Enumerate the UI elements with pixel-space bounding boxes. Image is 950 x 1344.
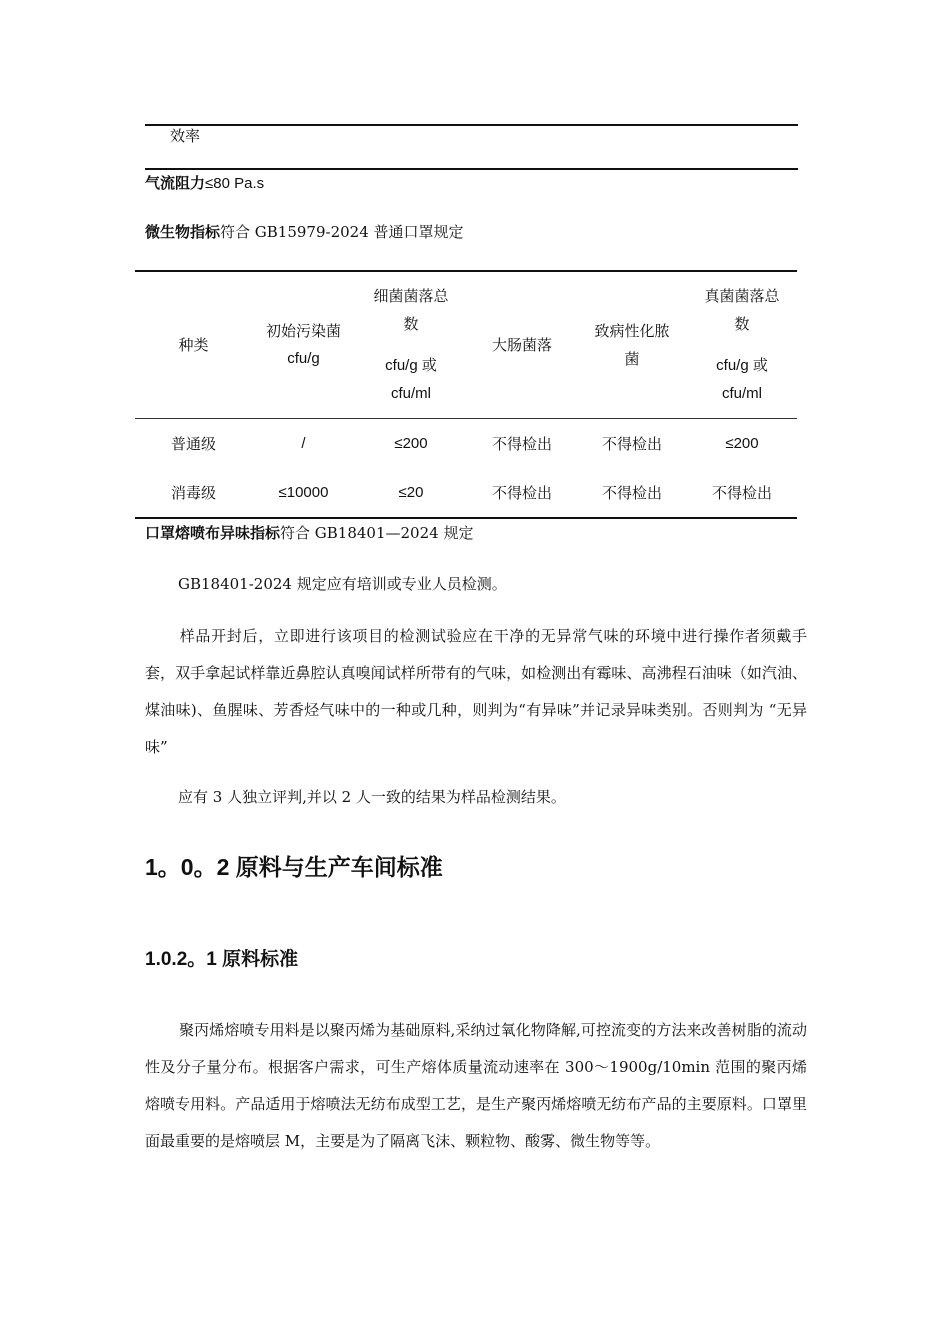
table-cell: 不得检出	[491, 434, 552, 453]
airflow-line	[145, 173, 798, 194]
odor-line	[145, 523, 798, 543]
odor-text: 符合 GB18401—2024 规定	[280, 524, 474, 542]
header-initial-contamination: 初始污染菌 cfu/g	[265, 321, 341, 367]
header-coliform: 大肠菌落	[491, 336, 552, 355]
microbe-label: 微生物指标	[145, 223, 221, 241]
table-cell: 消毒级	[170, 484, 216, 502]
top-fragment-bottom-rule	[145, 168, 798, 170]
table-cell: ≤200	[725, 434, 759, 452]
table-row	[135, 418, 797, 468]
microbe-text: 符合 GB15979-2024 普通口罩规定	[220, 223, 464, 241]
table-cell: ≤20	[398, 484, 424, 501]
table-header-row	[135, 271, 797, 418]
airflow-value: ≤80 Pa.s	[205, 175, 265, 192]
table-cell: ≤200	[394, 434, 428, 452]
odor-label: 口罩熔喷布异味指标	[145, 524, 281, 542]
microbe-line	[145, 222, 798, 242]
airflow-label: 气流阻力	[145, 174, 206, 192]
header-pathogenic: 致病性化脓 菌	[594, 321, 670, 368]
paragraph-procedure: 样品开封后，立即进行该项目的检测试验应在干净的无异常气味的环境中进行操作者须戴手套，双手拿起试样靠近鼻腔认真嗅闻试样所带有的气味，如检测出有霉味、高沸程石油味（如汽油、煤油味)、鱼腥味、芳香烃气味中的一种或几种，则判为“有异味”并记录异味类别。否则判为 “无异味”	[145, 627, 807, 756]
table-cell: 不得检出	[601, 484, 662, 502]
header-fungi-count: 真菌菌落总 数 cfu/g 或 cfu/ml	[704, 286, 780, 402]
subsection-heading: 1.0.2。1 原料标准	[145, 949, 299, 970]
microbe-table	[135, 270, 797, 519]
section-heading: 1。0。2 原料与生产车间标准	[145, 854, 443, 880]
table-cell: 不得检出	[711, 484, 772, 502]
table-cell: 不得检出	[491, 484, 552, 502]
table-cell: ≤10000	[278, 484, 329, 501]
table-cell: 普通级	[170, 434, 216, 453]
header-type: 种类	[178, 336, 209, 355]
table-cell: 不得检出	[601, 434, 662, 453]
table-row	[135, 468, 797, 518]
paragraph-material: 聚丙烯熔喷专用料是以聚丙烯为基础原料,采纳过氧化物降解,可控流变的方法来改善树脂的流动性及分子量分布。根据客户需求，可生产熔体质量流动速率在 300～1900g/10min 范围的聚丙烯熔喷专用料。产品适用于熔喷法无纺布成型工艺，是生产聚丙烯熔喷无纺布产品的主要原料。口罩里面最重要的是熔喷层 M，主要是为了隔离飞沫、颗粒物、酸雾、微生物等等。	[145, 1021, 807, 1150]
table-cell: /	[301, 434, 306, 452]
paragraph-judges: 应有 3 人独立评判,并以 2 人一致的结果为样品检测结果。	[178, 788, 566, 806]
paragraph-standard: GB18401-2024 规定应有培训或专业人员检测。	[178, 575, 507, 593]
top-fragment-text: 效率	[170, 127, 201, 145]
header-bacteria-count: 细菌菌落总 数 cfu/g 或 cfu/ml	[373, 286, 449, 402]
